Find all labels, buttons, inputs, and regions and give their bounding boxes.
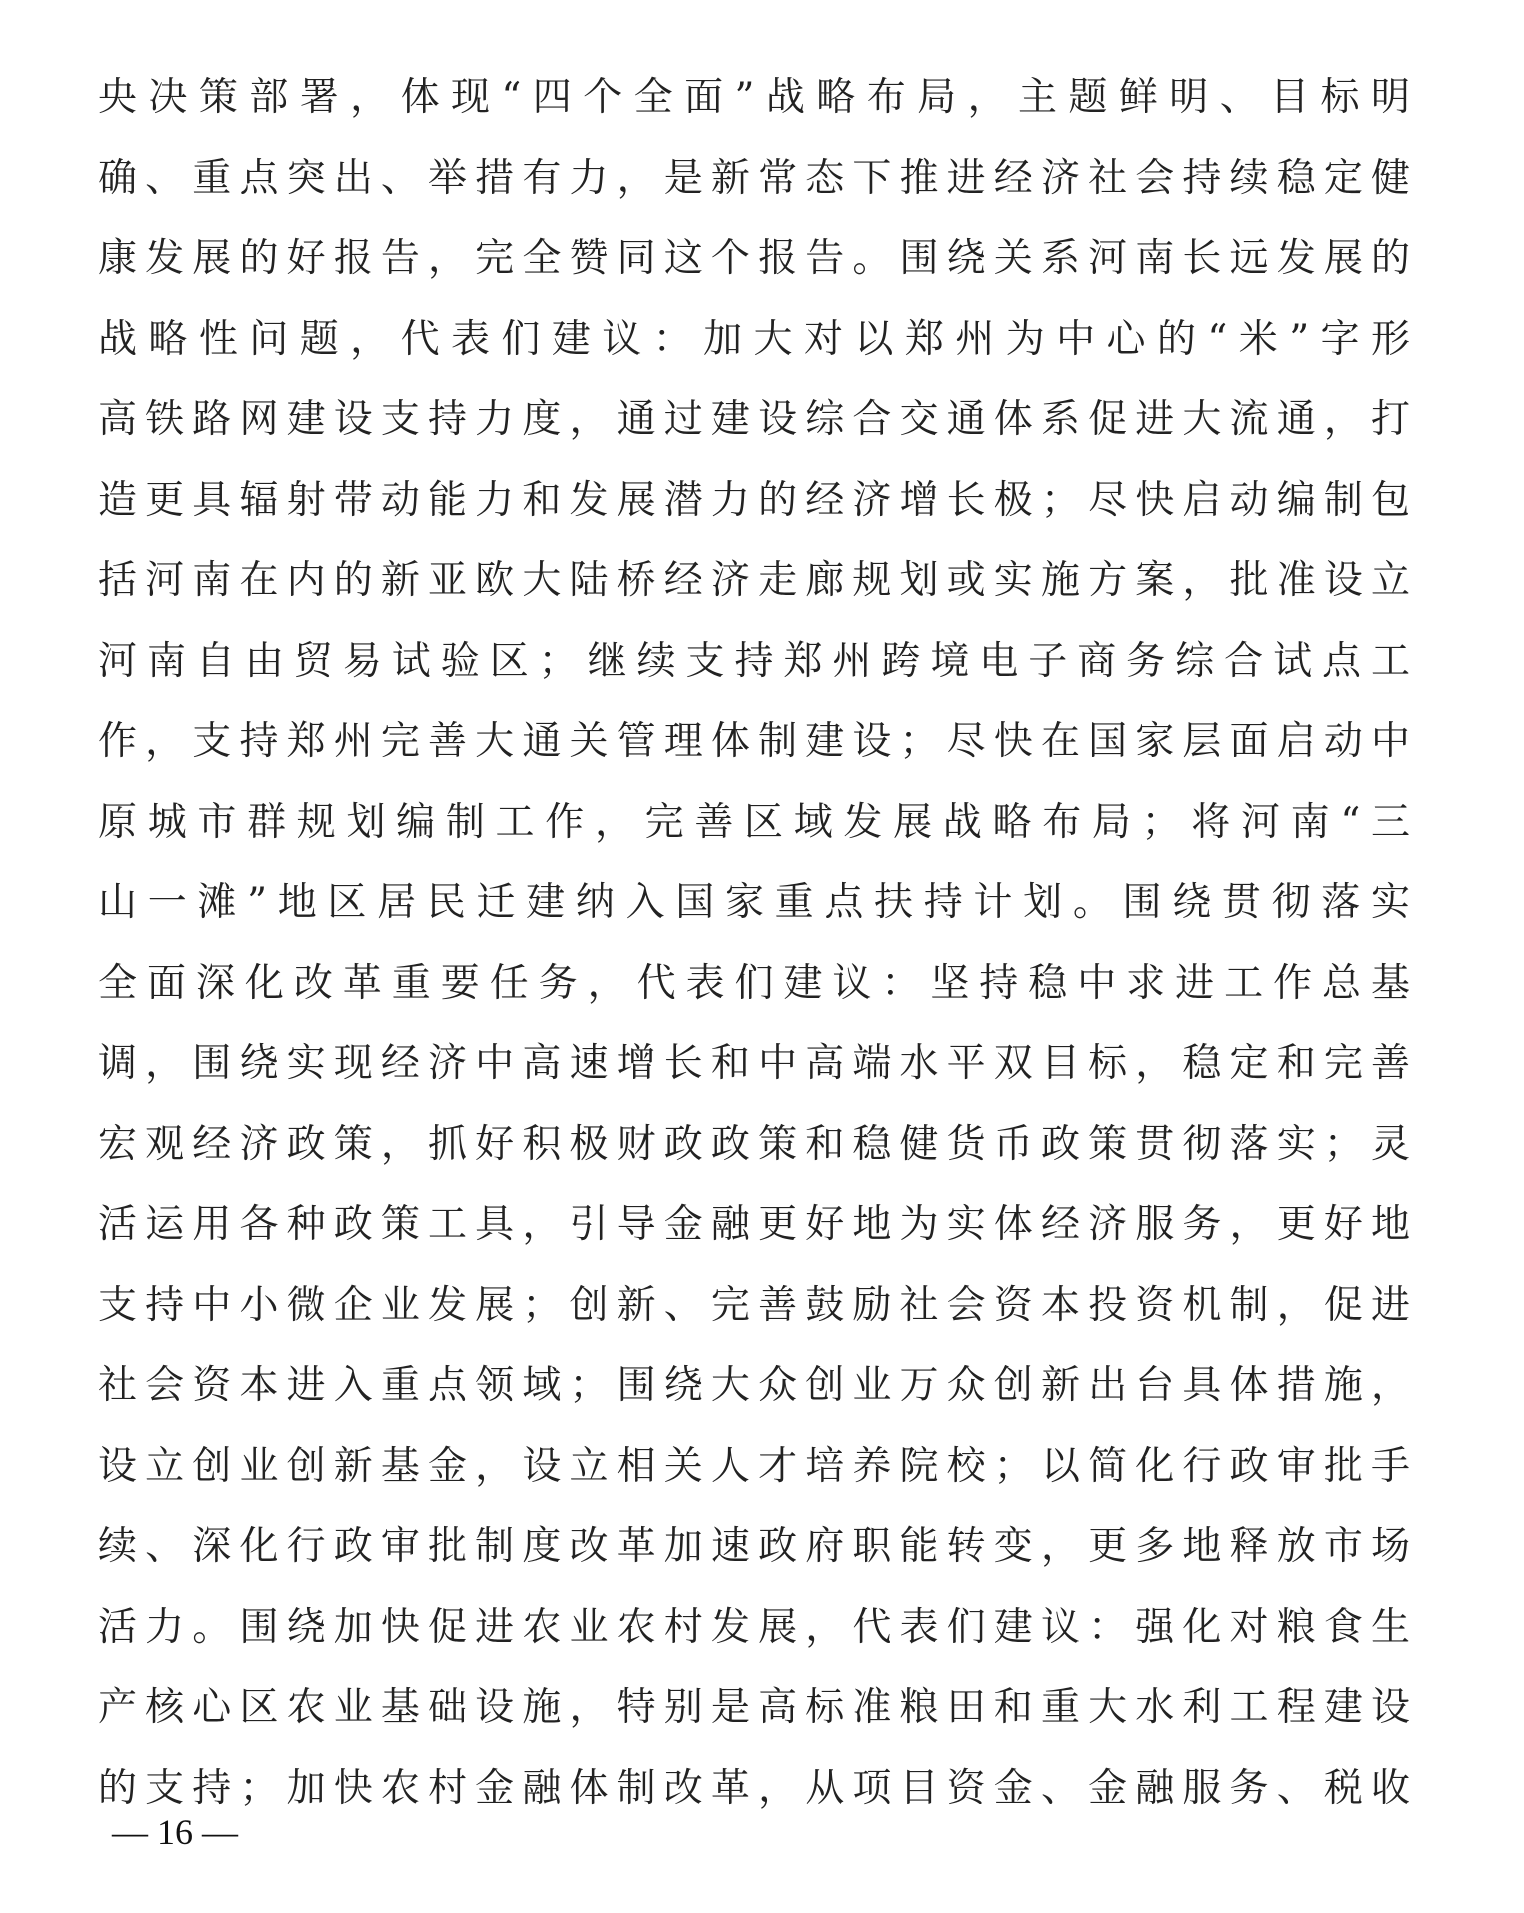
- text-line: 的支持；加快农村金融体制改革，从项目资金、金融服务、税收: [98, 1765, 1410, 1811]
- text-line: 续、深化行政审批制度改革加速政府职能转变，更多地释放市场: [98, 1524, 1410, 1569]
- text-line: 山一滩”地区居民迁建纳入国家重点扶持计划。围绕贯彻落实: [98, 880, 1410, 925]
- text-line: 造更具辐射带动能力和发展潜力的经济增长极；尽快启动编制包: [98, 477, 1410, 523]
- text-line: 活运用各种政策工具，引导金融更好地为实体经济服务，更好地: [98, 1202, 1410, 1247]
- text-line: 设立创业创新基金，设立相关人才培养院校；以简化行政审批手: [98, 1443, 1410, 1489]
- text-line: 产核心区农业基础设施，特别是高标准粮田和重大水利工程建设: [98, 1685, 1410, 1730]
- text-line: 确、重点突出、举措有力，是新常态下推进经济社会持续稳定健: [98, 155, 1410, 201]
- text-line: 战略性问题，代表们建议：加大对以郑州为中心的“米”字形: [98, 316, 1410, 362]
- text-line: 社会资本进入重点领域；围绕大众创业万众创新出台具体措施，: [98, 1363, 1410, 1408]
- text-line: 作，支持郑州完善大通关管理体制建设；尽快在国家层面启动中: [98, 719, 1410, 764]
- text-line: 调，围绕实现经济中高速增长和中高端水平双目标，稳定和完善: [98, 1041, 1410, 1086]
- text-line: 全面深化改革重要任务，代表们建议：坚持稳中求进工作总基: [98, 960, 1410, 1006]
- page-number: — 16 —: [112, 1812, 238, 1852]
- text-line: 括河南在内的新亚欧大陆桥经济走廊规划或实施方案，批准设立: [98, 558, 1410, 603]
- text-line: 活力。围绕加快促进农业农村发展，代表们建议：强化对粮食生: [98, 1604, 1410, 1650]
- text-line: 康发展的好报告，完全赞同这个报告。围绕关系河南长远发展的: [98, 236, 1410, 281]
- text-line: 高铁路网建设支持力度，通过建设综合交通体系促进大流通，打: [98, 397, 1410, 442]
- body-text: [98, 58, 1410, 1829]
- text-line: 宏观经济政策，抓好积极财政政策和稳健货币政策贯彻落实；灵: [98, 1121, 1410, 1167]
- text-line: 央决策部署，体现“四个全面”战略布局，主题鲜明、目标明: [98, 75, 1410, 120]
- text-line: 支持中小微企业发展；创新、完善鼓励社会资本投资机制，促进: [98, 1282, 1410, 1328]
- text-line: 河南自由贸易试验区；继续支持郑州跨境电子商务综合试点工: [98, 638, 1410, 684]
- text-line: 原城市群规划编制工作，完善区域发展战略布局；将河南“三: [98, 799, 1410, 845]
